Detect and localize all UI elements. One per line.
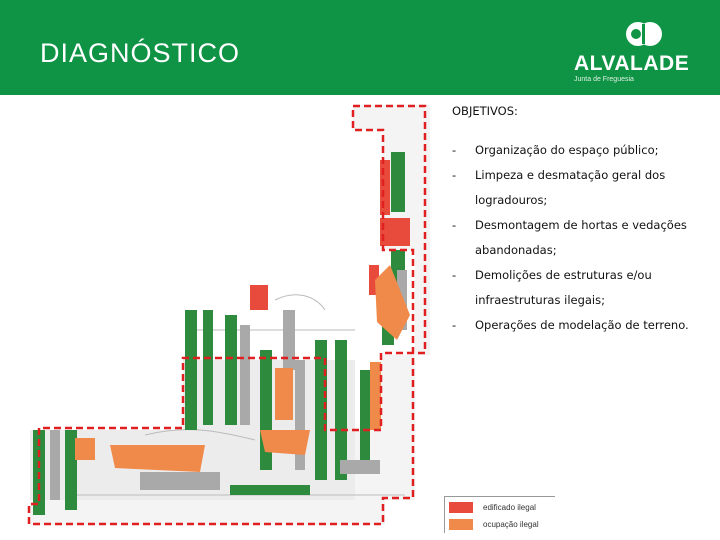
legend-swatch	[449, 502, 473, 513]
header-bar	[0, 0, 720, 95]
objective-item	[452, 138, 712, 163]
objectives-list	[452, 138, 712, 338]
bullet-dash: -	[452, 318, 457, 332]
alvalade-logo	[570, 14, 690, 86]
bullet-dash: -	[452, 268, 457, 282]
objective-item	[452, 163, 712, 213]
page-title: DIAGNÓSTICO	[40, 38, 241, 68]
legend-swatch	[449, 519, 473, 530]
objective-text: Organização do espaço público;	[475, 143, 659, 157]
objective-item	[452, 313, 712, 338]
legend-item-illegal-building	[449, 500, 536, 514]
alvalade-logo-mark-icon	[624, 18, 664, 50]
objective-item	[452, 213, 712, 263]
legend-label: ocupação ilegal	[483, 519, 539, 529]
objective-item	[452, 263, 712, 313]
objectives-panel	[452, 104, 712, 338]
bullet-dash: -	[452, 168, 457, 182]
legend-label: edificado ilegal	[483, 502, 536, 512]
objective-text: Limpeza e desmatação geral dos logradouros;	[475, 168, 666, 207]
map-legend	[444, 496, 555, 533]
objective-text: Demolições de estruturas e/ou infraestruturas ilegais;	[475, 268, 652, 307]
objectives-heading: OBJETIVOS:	[452, 104, 518, 118]
objective-text: Desmontagem de hortas e vedações abandonadas;	[475, 218, 687, 257]
logo-subtitle: Junta de Freguesia	[574, 76, 634, 83]
legend-item-illegal-occupation	[449, 517, 539, 531]
objective-text: Operações de modelação de terreno.	[475, 318, 689, 332]
bullet-dash: -	[452, 143, 457, 157]
bullet-dash: -	[452, 218, 457, 232]
logo-name: ALVALADE	[574, 52, 690, 75]
site-plan-map	[25, 100, 430, 530]
